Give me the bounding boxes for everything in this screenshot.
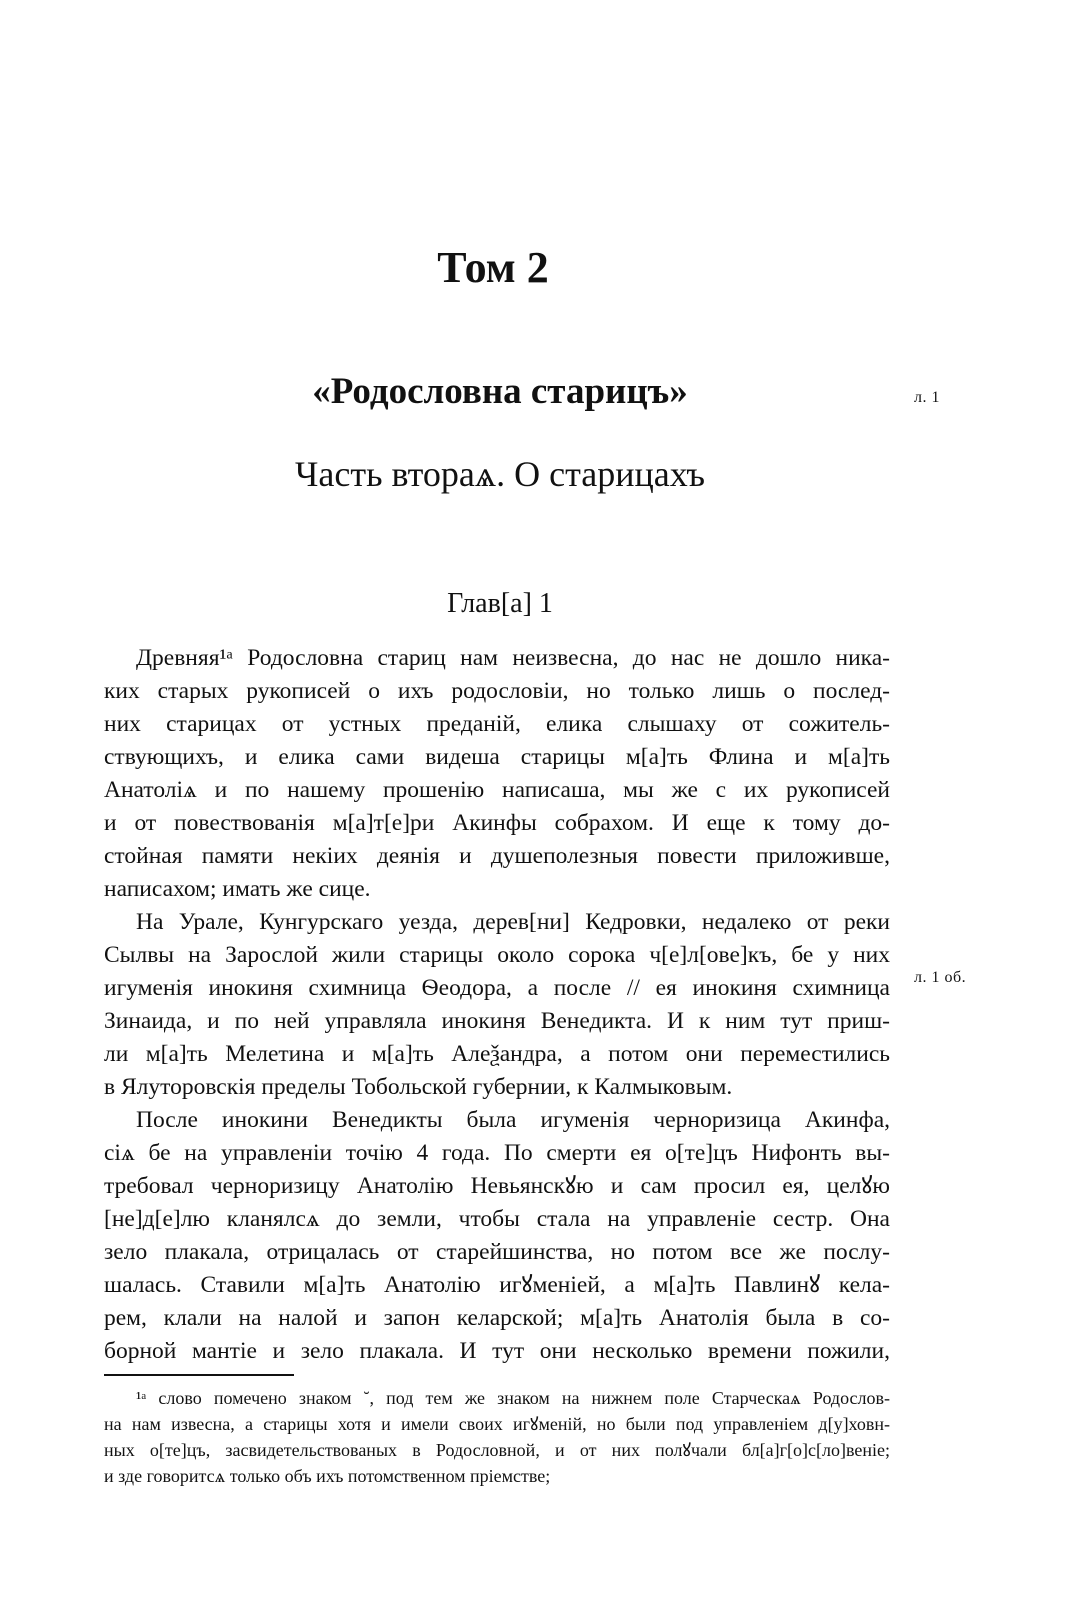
footnote-line: на нам извесна, а старицы хотя и имели своих игꙋменій, но были под управленіем д[у]ховн- <box>104 1414 890 1434</box>
text-line: стойная памяти некіих деянія и душеполезныя повести приложивше, <box>104 843 890 869</box>
text-line: Зинаида, и по ней управляла инокиня Венедикта. И к ним тут приш- <box>104 1008 890 1034</box>
text-line: ких старых рукописей о ихъ родословіи, но только лишь о послед- <box>104 678 890 704</box>
text-line: ли м[а]ть Мелетина и м[а]ть Алеѯандра, а потом они переместились <box>104 1041 890 1067</box>
text-line: борной мантіе и зело плакала. И тут они несколько времени пожили, <box>104 1338 890 1364</box>
text-line: На Урале, Кунгурскаго уезда, дерев[ни] Кедровки, недалеко от реки <box>136 909 890 935</box>
footnote-line: ных о[те]цъ, засвидетельствованых в Родословной, и от них полꙋчали бл[а]г[о]с[ло]веніе; <box>104 1440 890 1460</box>
text-line: шалась. Ставили м[а]ть Анатолію игꙋменіей, а м[а]ть Павлинꙋ кела- <box>104 1272 890 1298</box>
text-line: рем, клали на налой и запон келарской; м[а]ть Анатолія была в со- <box>104 1305 890 1331</box>
text-line: После инокини Венедикты была игуменія черноризица Акинфа, <box>136 1107 890 1133</box>
text-line: сіѧ бе на управленіи точію 4 года. По смерти ея о[те]цъ Нифонть вы- <box>104 1140 890 1166</box>
margin-note-leaf-1-verso: л. 1 об. <box>914 969 967 986</box>
text-line: ствующихъ, и елика сами видеша старицы м[а]ть Флина и м[а]ть <box>104 744 890 770</box>
text-line: Анатоліѧ и по нашему прошенію написаша, мы же с их рукописей <box>104 777 890 803</box>
heading-title: «Родословна старицъ» <box>312 371 688 412</box>
chapter-heading: Глав[а] 1 <box>447 588 553 619</box>
volume-title: Том 2 <box>437 243 549 292</box>
text-line: зело плакала, отрицалась от старейшинства, но потом все же послу- <box>104 1239 890 1265</box>
text-line: в Ялуторовскія пределы Тобольской губернии, к Калмыковым. <box>104 1074 733 1100</box>
text-line: требовал черноризицу Анатолію Невьянскꙋю и сам просил ея, целꙋю <box>104 1173 890 1199</box>
text-line: Сылвы на Зарослой жили старицы около сорока ч[е]л[ове]къ, бе у них <box>104 942 890 968</box>
text-line: них старицах от устных преданій, елика слышаху от сожитель- <box>104 711 890 737</box>
text-line: [не]д[е]лю кланялсѧ до земли, чтобы стала на управленіе сестр. Она <box>104 1206 890 1232</box>
text-line: игуменія инокиня схимница Ѳеодора, а после // ея инокиня схимница <box>104 975 890 1001</box>
heading-subtitle: Часть втораѧ. О старицахъ <box>295 454 705 494</box>
footnote-line: ¹ᵃ слово помечено знаком ˘, под тем же знаком на нижнем поле Старческаѧ Родослов- <box>136 1388 890 1408</box>
margin-note-leaf-1: л. 1 <box>914 389 940 406</box>
text-line: Древняя¹ᵃ Родословна стариц нам неизвесна, до нас не дошло ника- <box>136 645 890 671</box>
text-line: и от повествованія м[а]т[е]ри Акинфы собрахом. И еще к тому до- <box>104 810 890 836</box>
text-line: написахом; имать же сице. <box>104 876 371 902</box>
footnote-line: и зде говоритсѧ только объ ихъ потомственном пріемстве; <box>104 1466 551 1486</box>
footnote-rule <box>104 1374 294 1376</box>
